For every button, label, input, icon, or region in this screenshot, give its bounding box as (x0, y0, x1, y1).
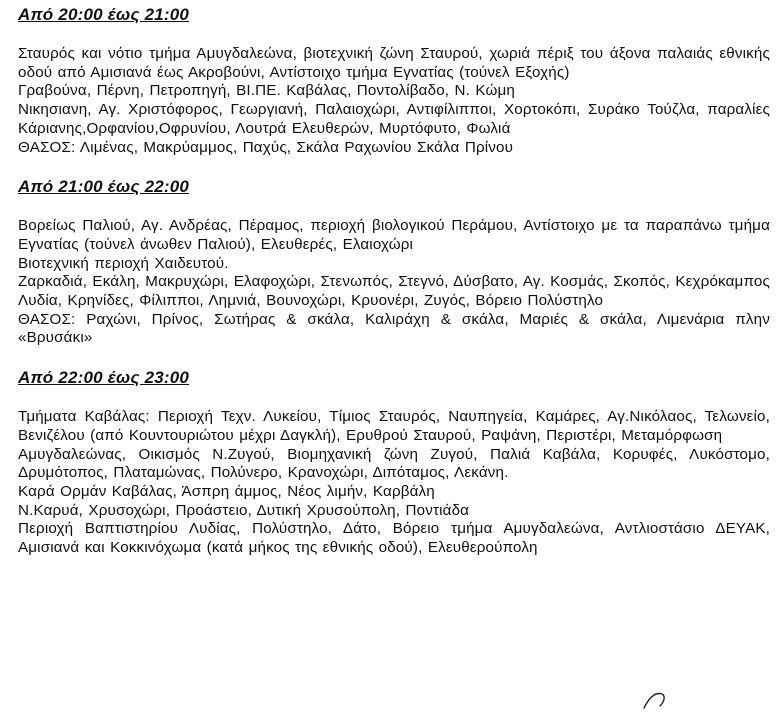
thasos-area-list: ΘΑΣΟΣ: Λιμένας, Μακρύαμμος, Παχύς, Σκάλα Ραχωνίου Σκάλα Πρίνου (18, 138, 514, 156)
schedule-document (18, 4, 770, 558)
area-list-paragraph: Νικησιανη, Αγ. Χριστόφορος, Γεωργιανή, Παλαιοχώρι, Αντιφίλιπποι, Χορτοκόπι, Συράκο Τούζλα, παραλίες Κάριανης,Ορφανίου,Οφρυνίου, Λουτρά Ελευθερών, Μυρτόφυτο, Φωλιά (18, 101, 770, 137)
area-list-paragraph: Λυδία, Κρηνίδες, Φίλιπποι, Λημνιά, Βουνοχώρι, Κρυονέρι, Ζυγός, Βόρειο Πολύστηλο (18, 292, 604, 310)
area-list-paragraph: Βιοτεχνική περιοχή Χαιδευτού. (18, 254, 229, 272)
area-list-paragraph: Ν.Καρυά, Χρυσοχώρι, Προάστειο, Δυτική Χρυσούπολη, Ποντιάδα (18, 501, 470, 519)
area-list-paragraph: Περιοχή Βαπτιστηρίου Λυδίας, Πολύστηλο, Δάτο, Βόρειο τμήμα Αμυγδαλεώνα, Αντλιοστάσιο ΔΕΥΑΚ, Αμισιανά και Κοκκινόχωμα (κατά μήκος της εθνικής οδού), Ελευθερούπολη (18, 520, 770, 557)
thasos-area-list: ΘΑΣΟΣ: Ραχώνι, Πρίνος, Σωτήρας & σκάλα, Καλιράχη & σκάλα, Μαριές & σκάλα, Λιμενάρια πλην «Βρυσάκι» (18, 310, 770, 347)
time-slot-heading: Από 21:00 έως 22:00 (18, 177, 190, 197)
area-list-paragraph: Σταυρός και νότιο τμήμα Αμυγδαλεώνα, βιοτεχνική ζώνη Σταυρού, χωριά πέριξ του άξονα παλαιάς εθνικής οδού από Αμισιανά έως Ακροβούνι, Αντίστοιχο τμήμα Εγνατίας (τούνελ Εξοχής) (18, 45, 770, 81)
area-list-paragraph: Καρά Ορμάν Καβάλας, Άσπρη άμμος, Νέος λιμήν, Καρβάλη (18, 482, 435, 500)
signature-mark (640, 688, 680, 712)
time-slot-21-22 (18, 176, 770, 348)
area-list-paragraph: Τμήματα Καβάλας: Περιοχή Τεχν. Λυκείου, Τίμιος Σταυρός, Ναυπηγεία, Καμάρες, Αγ.Νικόλαος, Τελωνείο, Βενιζέλου (από Κουντουριώτου μέχρι Δαγκλή), Ερυθρού Σταυρού, Ραψάνη, Περιστέρι, Μεταμόρφωση (18, 408, 770, 444)
area-list-paragraph: Γραβούνα, Πέρνη, Πετροπηγή, ΒΙ.ΠΕ. Καβάλας, Ποντολίβαδο, Ν. Κώμη (18, 82, 515, 100)
time-slot-22-23 (18, 367, 770, 558)
time-slot-heading: Από 22:00 έως 23:00 (18, 368, 190, 388)
area-list-paragraph: Ζαρκαδιά, Εκάλη, Μακρυχώρι, Ελαφοχώρι, Στενωπός, Στεγνό, Δύσβατο, Αγ. Κοσμάς, Σκοπός, Κεχρόκαμπος (18, 273, 770, 291)
area-list-paragraph: Βορείως Παλιού, Αγ. Ανδρέας, Πέραμος, περιοχή βιολογικού Περάμου, Αντίστοιχο με τα παραπάνω τμήμα Εγνατίας (τούνελ άνωθεν Παλιού), Ελευθερές, Ελαιοχώρι (18, 217, 770, 253)
time-slot-heading: Από 20:00 έως 21:00 (18, 5, 190, 24)
time-slot-20-21 (18, 4, 770, 157)
area-list-paragraph: Αμυγδαλεώνας, Οικισμός Ν.Ζυγού, Βιομηχανική ζώνη Ζυγού, Παλιά Καβάλα, Κορυφές, Λυκόστομο, Δρυμότοπος, Πλαταμώνας, Πολύνερο, Κρανοχώρι, Διπόταμος, Λεκάνη. (18, 445, 770, 482)
